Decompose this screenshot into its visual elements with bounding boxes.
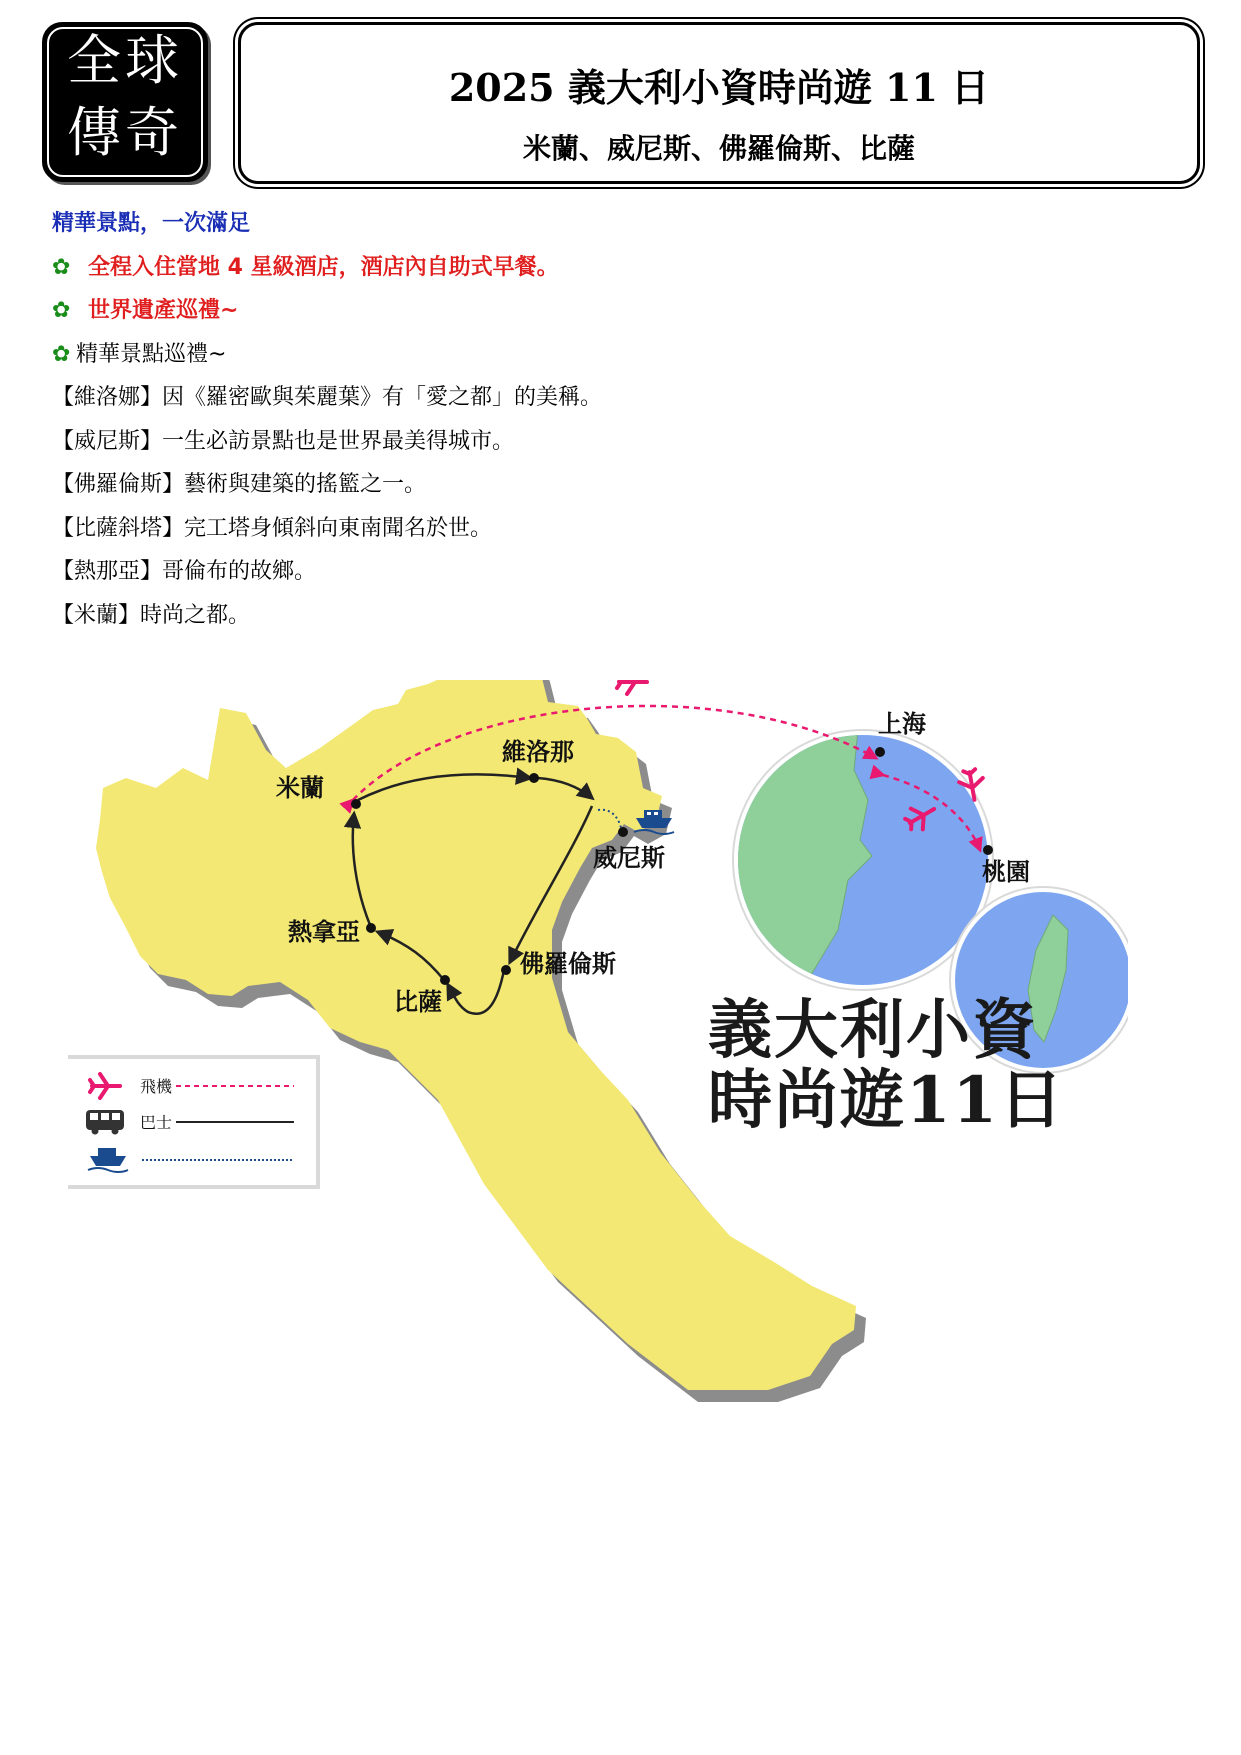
city-label-pisa: 比薩 xyxy=(394,988,442,1016)
highlight-heritage-text: 世界遺產巡禮~ xyxy=(88,298,239,323)
city-label-florence: 佛羅倫斯 xyxy=(520,950,616,978)
flower-icon: ✿ xyxy=(52,254,71,280)
city-label-genoa: 熱拿亞 xyxy=(288,918,360,946)
city-dot-pisa xyxy=(440,975,450,985)
legend-bus-label: 巴士 xyxy=(140,1113,173,1132)
city-label-venice: 威尼斯 xyxy=(593,844,665,872)
page-subtitle: 米蘭、威尼斯、佛羅倫斯、比薩 xyxy=(522,132,915,165)
legend-plane-label: 飛機 xyxy=(140,1077,173,1096)
flower-icon: ✿ xyxy=(52,341,71,367)
city-dot-taoyuan xyxy=(983,845,993,855)
spot-item: 【比薩斜塔】完工塔身傾斜向東南聞名於世。 xyxy=(52,515,493,541)
city-dot-milan xyxy=(351,799,361,809)
highlight-tour-text: 精華景點巡禮~ xyxy=(76,341,227,367)
spot-item: 【米蘭】時尚之都。 xyxy=(52,602,251,628)
city-label-milan: 米蘭 xyxy=(276,774,324,802)
route-map xyxy=(68,680,1128,1410)
city-dot-shanghai xyxy=(875,747,885,757)
highlight-hotel xyxy=(52,252,1202,296)
plane-icon xyxy=(617,680,647,694)
page-title: 2025 義大利小資時尚遊 11 日 xyxy=(448,65,990,110)
highlight-hotel-text: 全程入住當地 4 星級酒店，酒店內自助式早餐。 xyxy=(88,254,559,280)
city-dot-genoa xyxy=(366,923,376,933)
logo-text-line1: 全球 xyxy=(67,29,183,92)
highlights-section xyxy=(52,208,1202,643)
spot-item: 【熱那亞】哥倫布的故鄉。 xyxy=(52,559,317,584)
spot-item: 【佛羅倫斯】藝術與建築的搖籃之一。 xyxy=(52,472,427,497)
flower-icon: ✿ xyxy=(52,298,71,323)
logo-text-line2: 傳奇 xyxy=(67,101,183,164)
spot-item: 【威尼斯】一生必訪景點也是世界最美得城市。 xyxy=(52,428,515,454)
highlights-heading: 精華景點，一次滿足 xyxy=(52,211,251,236)
city-dot-florence xyxy=(501,965,511,975)
brand-logo xyxy=(42,22,208,182)
city-dot-venice xyxy=(618,827,628,837)
map-big-title-line2: 時尚遊11日 xyxy=(708,1063,1066,1138)
city-label-taoyuan: 桃園 xyxy=(982,858,1030,886)
city-label-shanghai: 上海 xyxy=(878,710,926,738)
spot-item: 【維洛娜】因《羅密歐與茱麗葉》有「愛之都」的美稱。 xyxy=(52,385,603,410)
map-big-title-line1: 義大利小資 xyxy=(708,993,1038,1068)
highlight-tour xyxy=(52,339,1202,383)
city-label-verona: 維洛那 xyxy=(502,738,574,766)
highlight-heritage xyxy=(52,295,1202,339)
title-box xyxy=(238,22,1200,184)
city-dot-verona xyxy=(529,773,539,783)
